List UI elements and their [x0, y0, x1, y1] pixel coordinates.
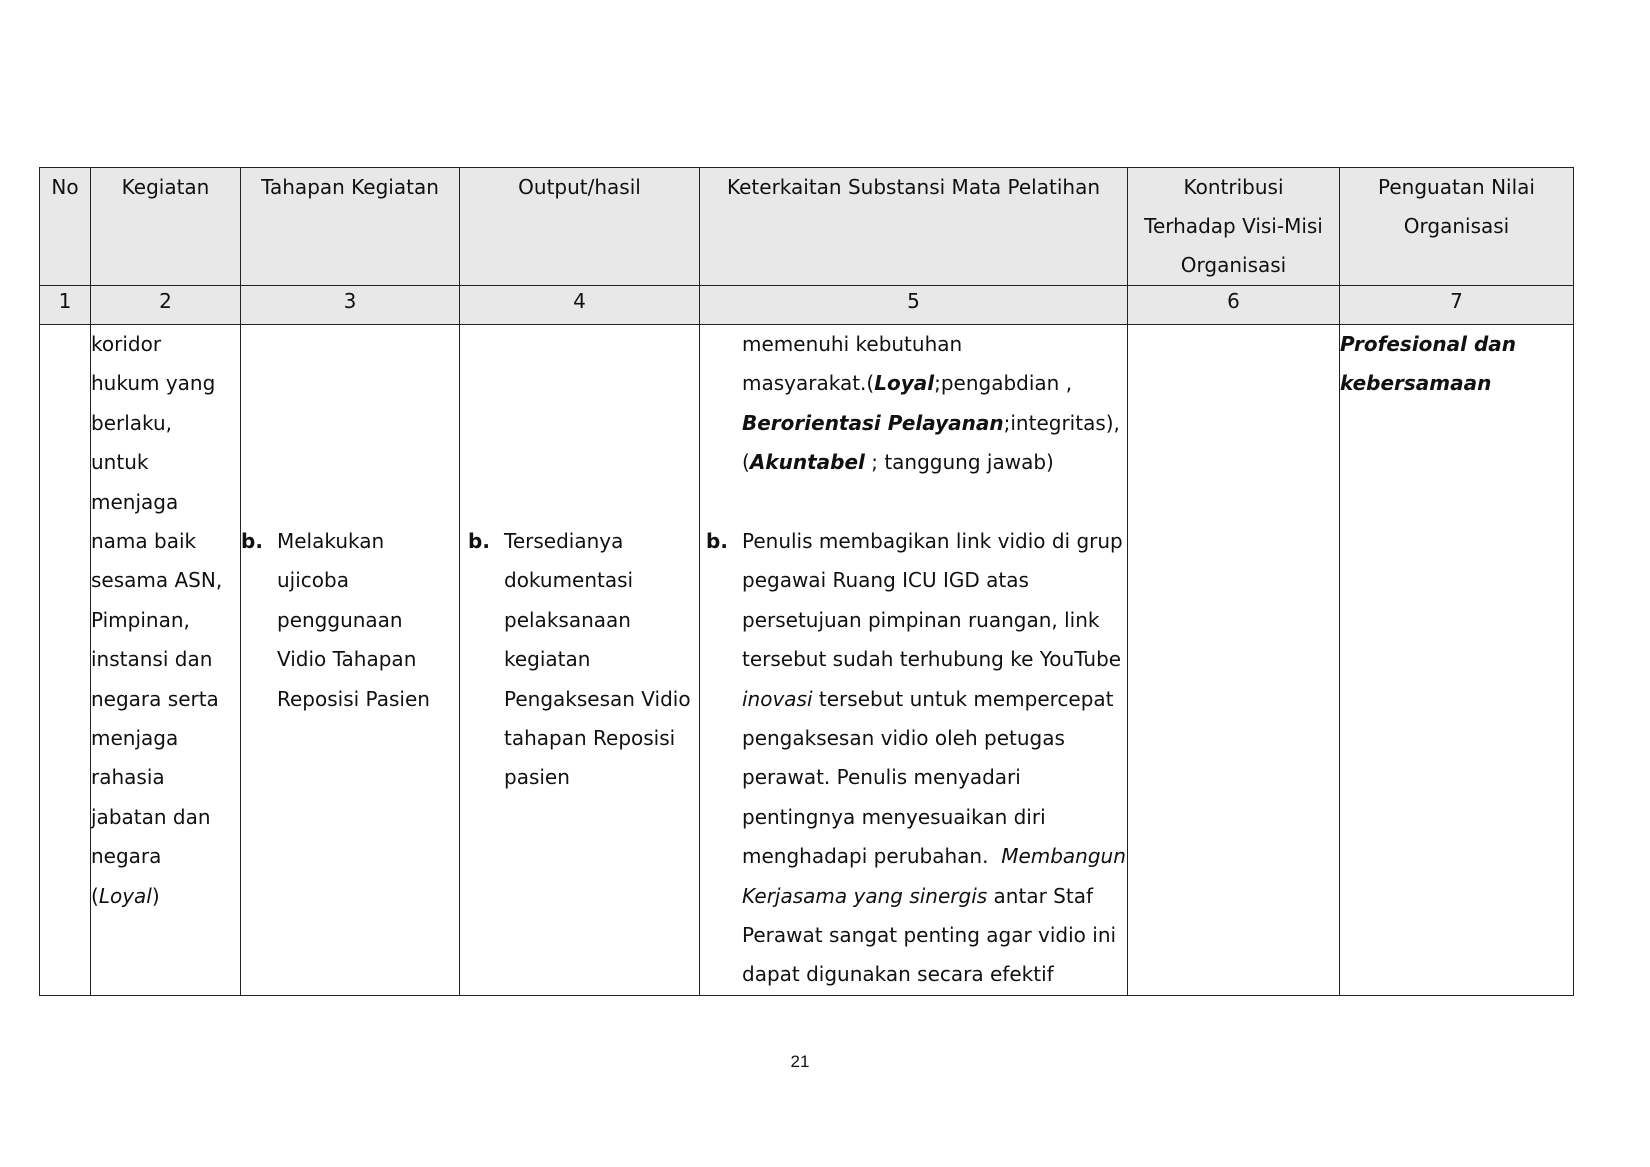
tahapan-line: Reposisi Pasien	[277, 686, 430, 711]
kegiatan-line: nama baik	[91, 529, 197, 554]
keterkaitan-line: pegawai Ruang ICU IGD atas	[742, 568, 1029, 593]
column-number: 4	[460, 286, 700, 325]
activity-table	[39, 167, 1574, 996]
text-run: ;pengabdian ,	[934, 371, 1073, 396]
header-penguatan-line: Organisasi	[1403, 214, 1510, 238]
text-run: masyarakat.(	[742, 371, 875, 396]
loyal-value: Loyal	[98, 883, 152, 908]
kegiatan-line: menjaga	[91, 489, 179, 514]
cell-no	[40, 325, 91, 996]
header-row	[40, 168, 1574, 286]
header-keterkaitan: Keterkaitan Substansi Mata Pelatihan	[700, 168, 1128, 286]
kegiatan-line: koridor	[91, 332, 162, 356]
output-line: Tersedianya	[504, 528, 624, 553]
keterkaitan-line	[742, 877, 1126, 916]
keterkaitan-line	[742, 680, 1126, 719]
kegiatan-line: rahasia	[91, 765, 165, 790]
list-label: b.	[468, 528, 490, 553]
value-akuntabel: Akuntabel	[749, 450, 865, 475]
column-number: 5	[700, 286, 1128, 325]
text-run: antar Staf	[987, 883, 1093, 908]
header-no: No	[40, 168, 91, 286]
tahapan-line: penggunaan	[277, 607, 403, 632]
header-kontribusi	[1128, 168, 1340, 286]
kegiatan-line: jabatan dan	[91, 804, 211, 829]
list-label: b.	[706, 529, 728, 554]
cell-penguatan	[1340, 325, 1574, 996]
text-run: tersebut untuk mempercepat	[812, 686, 1114, 711]
output-line: pelaksanaan	[504, 607, 631, 632]
header-tahapan: Tahapan Kegiatan	[241, 168, 460, 286]
column-number: 7	[1340, 286, 1574, 325]
text-run: (	[742, 450, 750, 475]
paren: (	[91, 883, 99, 908]
keterkaitan-line	[742, 404, 1127, 443]
header-kontribusi-line: Organisasi	[1180, 253, 1287, 277]
value-membangun: Membangun	[1001, 844, 1126, 869]
kegiatan-line: untuk	[91, 450, 149, 475]
table-row	[40, 325, 1574, 996]
cell-keterkaitan	[700, 325, 1128, 996]
kegiatan-line: menjaga	[91, 726, 179, 751]
output-line: Pengaksesan Vidio	[504, 686, 691, 711]
tahapan-line: ujicoba	[277, 568, 349, 593]
value-berorientasi-pelayanan: Berorientasi Pelayanan	[742, 410, 1004, 435]
paren: )	[151, 883, 160, 908]
column-number-row	[40, 286, 1574, 325]
cell-kontribusi	[1128, 325, 1340, 996]
keterkaitan-line: pengaksesan vidio oleh petugas	[742, 726, 1065, 751]
kegiatan-line: sesama ASN,	[91, 568, 223, 593]
keterkaitan-line: pentingnya menyesuaikan diri	[742, 804, 1046, 829]
tahapan-line: Melakukan	[277, 528, 385, 553]
keterkaitan-line: tersebut sudah terhubung ke YouTube	[742, 647, 1122, 672]
keterkaitan-top	[706, 325, 1127, 483]
value-loyal: Loyal	[874, 371, 935, 396]
value-kerjasama: Kerjasama yang sinergis	[742, 883, 988, 908]
header-output: Output/hasil	[460, 168, 700, 286]
output-line: dokumentasi	[504, 568, 634, 593]
page-number: 21	[790, 1052, 810, 1071]
output-item-b	[468, 522, 699, 798]
keterkaitan-item-b	[706, 522, 1127, 995]
column-number: 3	[241, 286, 460, 325]
output-line: pasien	[504, 765, 570, 790]
kegiatan-line: negara	[91, 844, 162, 869]
keterkaitan-line	[742, 443, 1127, 482]
list-label: b.	[241, 528, 263, 553]
output-line: tahapan Reposisi	[504, 725, 676, 750]
tahapan-item-b	[241, 522, 459, 719]
kegiatan-line-last	[91, 877, 240, 916]
value-inovasi: inovasi	[742, 686, 813, 711]
header-kegiatan: Kegiatan	[91, 168, 241, 286]
keterkaitan-line: memenuhi kebutuhan	[742, 332, 963, 356]
column-number: 6	[1128, 286, 1340, 325]
kegiatan-line: instansi dan	[91, 647, 213, 672]
keterkaitan-line	[742, 837, 1126, 876]
text-run: menghadapi perubahan.	[742, 844, 1002, 869]
keterkaitan-line: dapat digunakan secara efektif	[742, 962, 1054, 987]
text-run: ; tanggung jawab)	[864, 450, 1054, 475]
penguatan-line: Profesional dan	[1340, 332, 1517, 356]
column-number: 1	[40, 286, 91, 325]
kegiatan-line: berlaku,	[91, 410, 173, 435]
kegiatan-line: negara serta	[91, 686, 219, 711]
kegiatan-line: hukum yang	[91, 371, 216, 396]
header-kontribusi-line: Kontribusi	[1183, 175, 1284, 199]
header-penguatan	[1340, 168, 1574, 286]
text-run: ;integritas),	[1003, 410, 1120, 435]
header-penguatan-line: Penguatan Nilai	[1378, 175, 1535, 199]
kegiatan-line: Pimpinan,	[91, 607, 190, 632]
tahapan-line: Vidio Tahapan	[277, 647, 417, 672]
keterkaitan-line	[742, 364, 1127, 403]
keterkaitan-line: perawat. Penulis menyadari	[742, 765, 1021, 790]
header-kontribusi-line: Terhadap Visi-Misi	[1144, 214, 1323, 238]
keterkaitan-line: Perawat sangat penting agar vidio ini	[742, 923, 1117, 948]
cell-tahapan	[241, 325, 460, 996]
penguatan-line: kebersamaan	[1340, 371, 1492, 396]
column-number: 2	[91, 286, 241, 325]
keterkaitan-line: Penulis membagikan link vidio di grup	[742, 529, 1123, 554]
cell-output	[460, 325, 700, 996]
keterkaitan-line: persetujuan pimpinan ruangan, link	[742, 607, 1100, 632]
cell-kegiatan	[91, 325, 241, 996]
output-line: kegiatan	[504, 647, 591, 672]
